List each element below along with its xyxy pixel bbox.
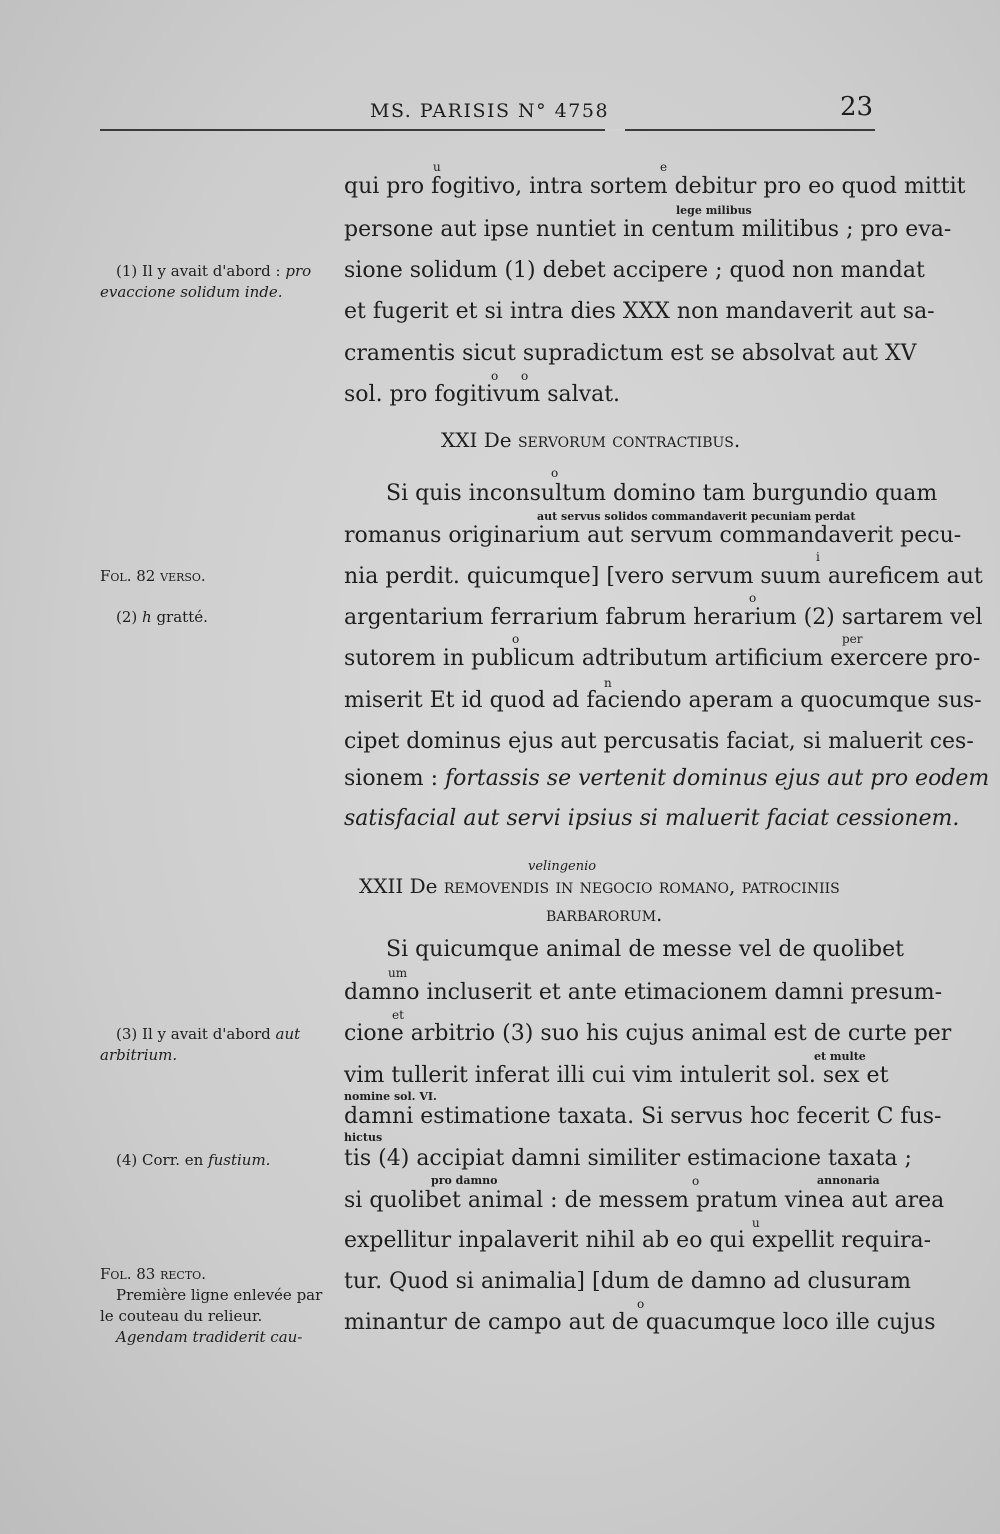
body-line: miserit Et id quod ad faciendo aperam a quocumque sus- (344, 688, 982, 713)
note-text: gratté. (151, 608, 208, 626)
interlinear-gloss: nomine sol. VI. (344, 1090, 437, 1103)
body-line: sutorem in publicum adtributum artificium exercere pro- (344, 646, 981, 671)
margin-note-1 (116, 262, 311, 280)
body-line: minantur de campo aut de quacumque loco ille cujus (344, 1310, 936, 1335)
interlinear-gloss: hictus (344, 1131, 383, 1144)
folio-82-verso: Fol. 82 verso. (100, 567, 206, 585)
margin-note-1-cont (100, 283, 283, 301)
margin-note-3 (116, 1025, 300, 1043)
note-italic: arbitrium. (100, 1046, 178, 1064)
body-line: argentarium ferrarium fabrum herarium (2) sartarem vel (344, 605, 983, 630)
body-line: et fugerit et si intra dies XXX non mandaverit aut sa- (344, 299, 935, 324)
note-text: (4) Corr. en (116, 1151, 209, 1169)
body-line: tur. Quod si animalia] [dum de damno ad clusuram (344, 1269, 911, 1294)
note-italic: fustium. (208, 1151, 271, 1169)
interlinear-gloss: aut servus solidos commandaverit pecuniam perdat (537, 510, 856, 523)
margin-note-4 (116, 1151, 270, 1169)
body-line: damno incluserit et ante etimacionem damni presum- (344, 980, 943, 1005)
body-line: damni estimatione taxata. Si servus hoc fecerit C fus- (344, 1104, 942, 1129)
note-italic: pro (285, 262, 312, 280)
interlinear-gloss: annonaria (817, 1174, 880, 1187)
interlinear-gloss: o (692, 1174, 700, 1188)
section-heading-xxii (359, 874, 840, 898)
note-italic: h (142, 608, 152, 626)
interlinear-gloss: o (521, 369, 529, 383)
body-line: vim tullerit inferat illi cui vim intulerit sol. sex et (344, 1063, 889, 1088)
margin-note-folio-83: le couteau du relieur. (100, 1307, 263, 1325)
interlinear-gloss: um (388, 966, 408, 980)
body-line: romanus originarium aut servum commandaverit pecu- (344, 523, 962, 548)
body-line: cione arbitrio (3) suo his cujus animal est de curte per (344, 1021, 952, 1046)
body-line: si quolibet animal : de messem pratum vinea aut area (344, 1188, 945, 1213)
interlinear-gloss: u (752, 1216, 760, 1230)
margin-note-3-cont (100, 1046, 177, 1064)
italic-line: satisfacial aut servi ipsius si maluerit faciat cessionem. (344, 806, 960, 831)
running-header: MS. PARISIS N° 4758 (370, 100, 610, 122)
interlinear-gloss: o (637, 1297, 645, 1311)
italic-insertion: fortassis se vertenit dominus ejus aut pro eodem (445, 766, 990, 791)
page-number: 23 (840, 92, 874, 122)
heading-number: XXI De (441, 428, 512, 452)
body-line: sol. pro fogitivum salvat. (344, 382, 621, 407)
body-line: qui pro fogitivo, intra sortem debitur pro eo quod mittit (344, 174, 966, 199)
body-line: cipet dominus ejus aut percusatis faciat, si maluerit ces- (344, 729, 974, 754)
interlinear-gloss: i (816, 550, 820, 564)
heading-title: servorum contractibus. (517, 428, 741, 452)
section-heading-xxi (441, 428, 740, 452)
interlinear-gloss: n (604, 676, 612, 690)
interlinear-gloss: u (433, 160, 441, 174)
body-line: sione solidum (1) debet accipere ; quod non mandat (344, 258, 925, 283)
margin-note-folio-83: Première ligne enlevée par (116, 1286, 323, 1304)
interlinear-gloss: e (660, 160, 668, 174)
body-line: tis (4) accipiat damni similiter estimacione taxata ; (344, 1146, 912, 1171)
header-rule (100, 129, 875, 131)
note-italic: evaccione solidum inde. (100, 283, 283, 301)
interlinear-gloss: o (749, 591, 757, 605)
interlinear-gloss: o (551, 466, 559, 480)
note-text: (2) (116, 608, 143, 626)
note-text: (1) Il y avait d'abord : (116, 262, 286, 280)
body-line: nia perdit. quicumque] [vero servum suum aureficem aut (344, 564, 983, 589)
body-line: persone aut ipse nuntiet in centum militibus ; pro eva- (344, 217, 952, 242)
heading-continuation: barbarorum. (546, 902, 663, 926)
interlinear-gloss: o (512, 632, 520, 646)
interlinear-gloss: velingenio (528, 859, 597, 874)
body-line: expellitur inpalaverit nihil ab eo qui expellit requira- (344, 1228, 932, 1253)
folio-83-recto: Fol. 83 recto. (100, 1265, 206, 1283)
interlinear-gloss: o (491, 369, 499, 383)
body-line-mixed (344, 766, 989, 791)
interlinear-gloss: et multe (814, 1050, 866, 1063)
interlinear-gloss: lege milibus (676, 204, 752, 217)
body-line: Si quicumque animal de messe vel de quolibet (386, 937, 904, 962)
heading-number: XXII De (359, 874, 438, 898)
interlinear-gloss: et (392, 1008, 404, 1022)
heading-title: removendis in negocio romano, patrociniis (443, 874, 840, 898)
body-line: Si quis inconsultum domino tam burgundio quam (386, 481, 938, 506)
body-line: cramentis sicut supradictum est se absolvat aut XV (344, 341, 917, 366)
note-italic: aut (275, 1025, 301, 1043)
margin-note-2 (116, 608, 208, 626)
margin-note-folio-83: Agendam tradiderit cau- (116, 1328, 303, 1346)
interlinear-gloss: per (842, 632, 863, 646)
plain-text: sionem : (344, 766, 446, 791)
interlinear-gloss: pro damno (431, 1174, 498, 1187)
note-text: (3) Il y avait d'abord (116, 1025, 276, 1043)
